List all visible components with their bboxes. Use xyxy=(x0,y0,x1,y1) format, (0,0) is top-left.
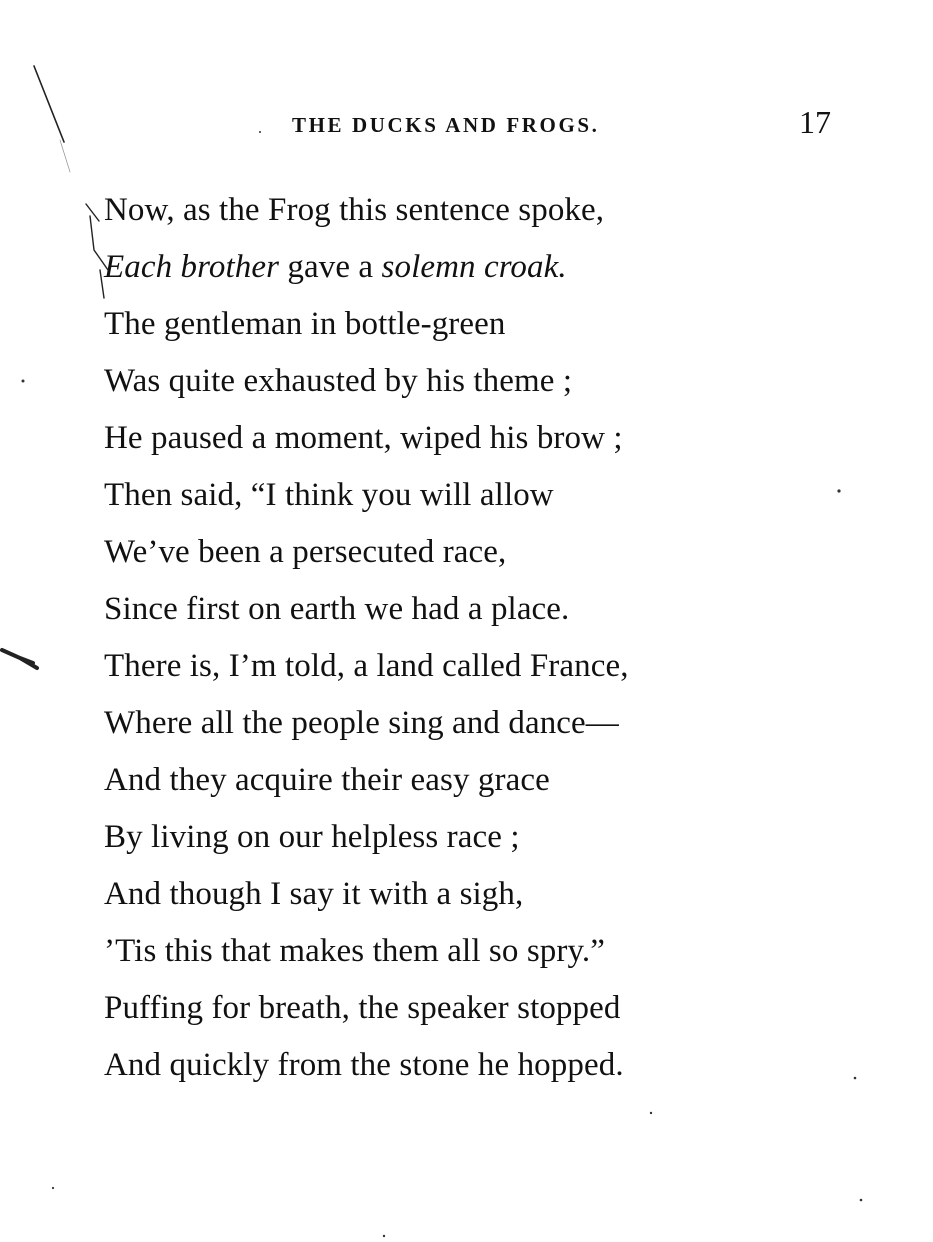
italic-text: solemn croak. xyxy=(381,249,567,285)
line-text: And though I say it with a sigh, xyxy=(104,876,524,912)
speck xyxy=(259,131,261,133)
line-text: The gentleman in bottle-green xyxy=(104,306,506,342)
line-text: There is, I’m told, a land called France, xyxy=(104,648,629,684)
running-title: THE DUCKS AND FROGS. xyxy=(292,113,600,137)
line-text: Then said, “I think you will allow xyxy=(104,477,554,513)
line-text: Where all the people sing and dance— xyxy=(104,705,619,741)
poem-line xyxy=(104,980,804,1037)
line-text: By living on our helpless race ; xyxy=(104,819,520,855)
poem-line xyxy=(104,296,804,353)
line-text: He paused a moment, wiped his brow ; xyxy=(104,420,623,456)
speck xyxy=(383,1235,385,1237)
poem-line xyxy=(104,410,804,467)
poem-line xyxy=(104,923,804,980)
pencil-stroke-top-left xyxy=(34,66,64,142)
poem-line xyxy=(104,638,804,695)
speck xyxy=(837,489,840,492)
line-text: Since first on earth we had a place. xyxy=(104,591,570,627)
poem-line xyxy=(104,809,804,866)
speck xyxy=(650,1112,652,1114)
speck xyxy=(52,1187,54,1189)
line-text: ’Tis this that makes them all so spry.” xyxy=(104,933,606,969)
poem-line xyxy=(104,239,804,296)
line-text: Now, as the Frog this sentence spoke, xyxy=(104,192,605,228)
speck xyxy=(22,380,25,383)
poem-line xyxy=(104,182,804,239)
speck xyxy=(854,1077,857,1080)
poem-line xyxy=(104,581,804,638)
line-text: gave a xyxy=(279,249,382,285)
line-text: And they acquire their easy grace xyxy=(104,762,550,798)
speck xyxy=(860,1199,863,1202)
pencil-stroke-faint xyxy=(60,140,70,172)
pencil-arrow-mark xyxy=(2,650,37,668)
line-text: We’ve been a persecuted race, xyxy=(104,534,507,570)
poem-line xyxy=(104,353,804,410)
poem-line xyxy=(104,752,804,809)
italic-text: Each brother xyxy=(104,249,280,285)
poem-line xyxy=(104,524,804,581)
poem-line xyxy=(104,695,804,752)
poem-line xyxy=(104,467,804,524)
poem-line xyxy=(104,866,804,923)
line-text: Was quite exhausted by his theme ; xyxy=(104,363,573,399)
page-number: 17 xyxy=(799,104,831,140)
poem xyxy=(104,182,804,1094)
poem-line xyxy=(104,1037,804,1094)
line-text: Puffing for breath, the speaker stopped xyxy=(104,990,621,1026)
line-text: And quickly from the stone he hopped. xyxy=(104,1047,624,1083)
